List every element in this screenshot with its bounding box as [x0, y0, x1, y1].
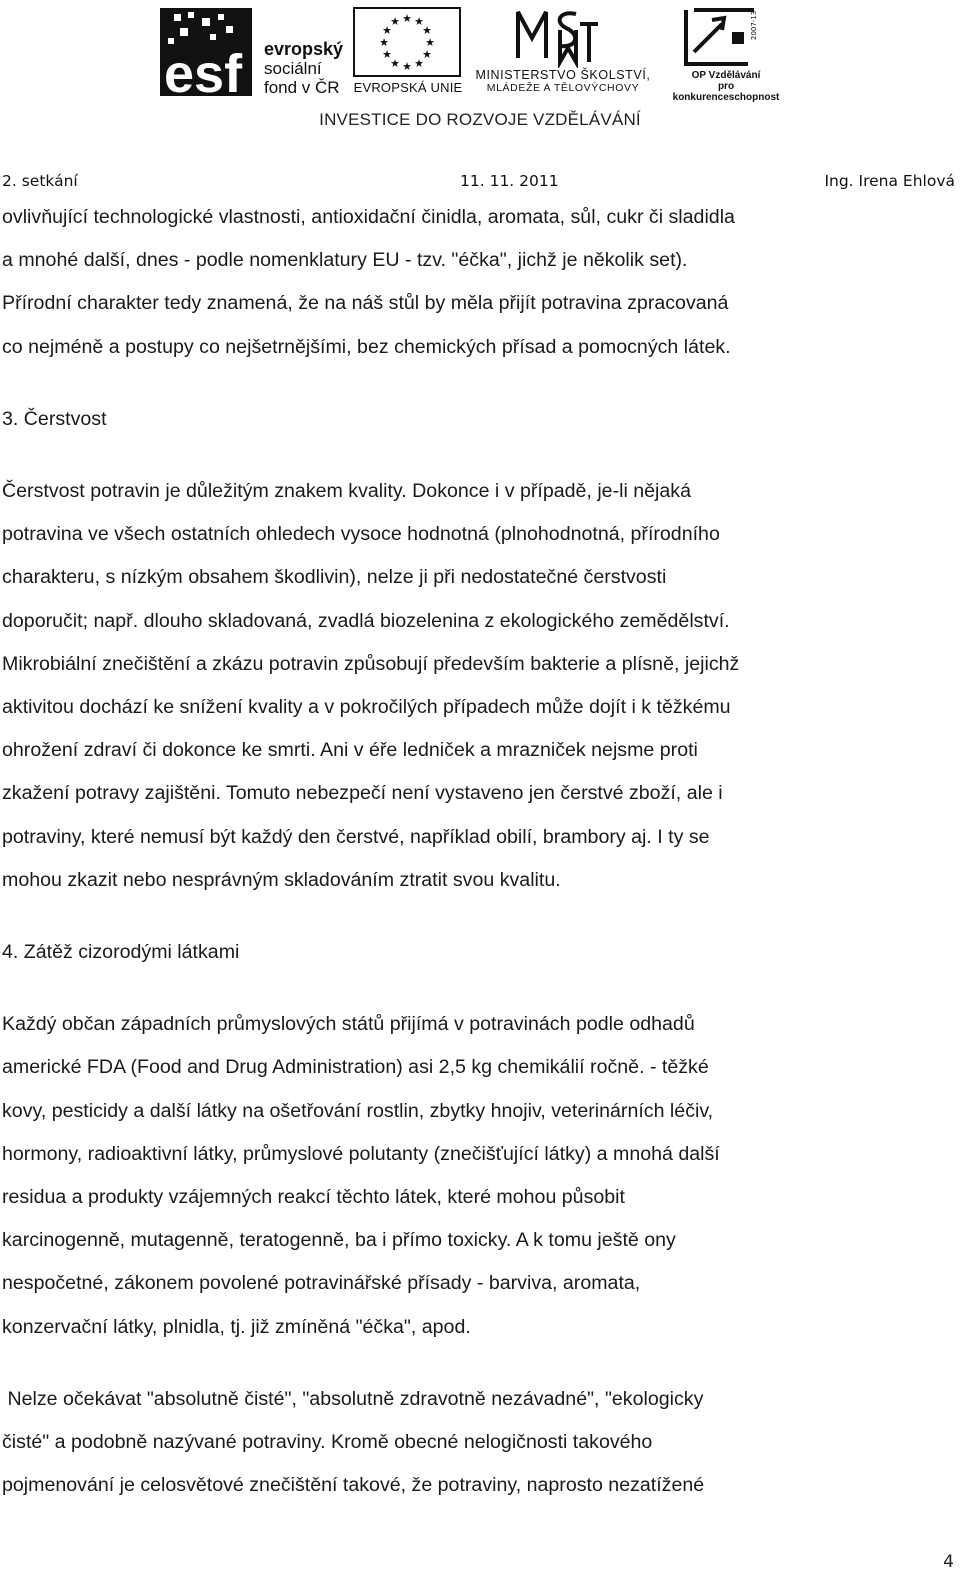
esf-logo — [160, 6, 375, 98]
svg-text:★: ★ — [402, 60, 412, 73]
opvk-line1: OP Vzdělávání — [691, 70, 761, 81]
esf-line3: fond v ČR — [264, 78, 340, 97]
esf-line1: evropský — [264, 39, 344, 59]
text-line: potraviny, které nemusí být každý den čerstvé, například obilí, brambory aj. I ty se — [2, 825, 710, 848]
investice-slogan: INVESTICE DO ROZVOJE VZDĚLÁVÁNÍ — [319, 110, 641, 129]
text-line: nespočetné, zákonem povolené potravinářské přísady - barviva, aromata, — [2, 1272, 641, 1295]
opvk-years: 2007-13 — [750, 10, 758, 40]
eu-flag-graphic — [352, 6, 464, 78]
eu-caption: EVROPSKÁ UNIE — [353, 80, 463, 95]
text-line: Nelze očekávat "absolutně čisté", "absolutně zdravotně nezávadné", "ekologicky — [2, 1387, 704, 1410]
msmt-graphic — [468, 4, 658, 68]
text-line: pojmenování je celosvětové znečištění takové, že potraviny, naprosto nezatížené — [2, 1474, 705, 1497]
msmt-line1: MINISTERSTVO ŠKOLSTVÍ, — [475, 68, 651, 82]
text-line: ohrožení zdraví či dokonce ke smrti. Ani v éře ledniček a mrazniček nejsme proti — [2, 739, 698, 762]
text-line: ovlivňující technologické vlastnosti, antioxidační činidla, aromata, sůl, cukr či sladidla — [2, 206, 735, 228]
text-line: residua a produkty vzájemných reakcí těchto látek, které mohou působit — [2, 1186, 625, 1209]
text-line: kovy, pesticidy a další látky na ošetřování rostlin, zbytky hnojiv, veterinárních léčiv, — [2, 1099, 714, 1122]
opvk-line2: pro konkurenceschopnost — [672, 81, 780, 103]
text-line: charakteru, s nízkým obsahem škodlivin), nelze ji při nedostatečné čerstvosti — [2, 566, 667, 589]
svg-text:★: ★ — [414, 15, 424, 28]
text-line: Čerstvost potravin je důležitým znakem kvality. Dokonce i v případě, je-li nějaká — [2, 480, 691, 503]
text-line: Mikrobiální znečištění a zkázu potravin způsobují především bakterie a plísně, jejichž — [2, 652, 740, 675]
msmt-line2: MLÁDEŽE A TĚLOVÝCHOVY — [486, 82, 640, 94]
section-heading: 3. Čerstvost — [2, 407, 107, 430]
msmt-logo — [468, 4, 658, 100]
text-line: hormony, radioaktivní látky, průmyslové polutanty (znečišťující látky) a mnohá další — [2, 1142, 720, 1165]
text-line: karcinogenně, mutagenně, teratogenně, ba i přímo toxicky. A k tomu ještě ony — [2, 1229, 676, 1252]
text-line: Přírodní charakter tedy znamená, že na náš stůl by měla přijít potravina zpracovaná — [2, 292, 729, 315]
svg-text:★: ★ — [422, 24, 432, 37]
text-line: a mnohé další, dnes - podle nomenklatury EU - tzv. "éčka", jichž je několik set). — [2, 249, 688, 272]
opvk-logo — [664, 6, 788, 103]
text-line: konzervační látky, plnidla, tj. již zmíněná "éčka", apod. — [2, 1315, 471, 1338]
text-line: doporučit; např. dlouho skladovaná, zvadlá biozelenina z ekologického zemědělství. — [2, 609, 730, 632]
svg-text:★: ★ — [379, 36, 389, 49]
text-line: potravina ve všech ostatních ohledech vysoce hodnotná (plnohodnotná, přírodního — [2, 523, 720, 546]
opvk-graphic — [664, 6, 788, 70]
text-line: americké FDA (Food and Drug Administration) asi 2,5 kg chemikálií ročně. - těžké — [2, 1056, 709, 1079]
document-body — [2, 196, 954, 1507]
svg-text:★: ★ — [422, 48, 432, 61]
svg-text:★: ★ — [382, 24, 392, 37]
eu-logo — [352, 6, 464, 98]
svg-text:★: ★ — [425, 36, 435, 49]
page-number: 4 — [943, 1552, 954, 1572]
document-meta — [0, 172, 960, 198]
text-line: Každý občan západních průmyslových států přijímá v potravinách podle odhadů — [2, 1013, 695, 1036]
svg-text:★: ★ — [382, 48, 392, 61]
svg-text:★: ★ — [390, 15, 400, 28]
svg-text:esf: esf — [164, 44, 243, 98]
svg-text:★: ★ — [402, 12, 412, 25]
text-line: mohou zkazit nebo nesprávným skladováním ztratit svou kvalitu. — [2, 868, 561, 891]
logo-bar — [0, 0, 960, 168]
text-line: zkažení potravy zajištěni. Tomuto nebezpečí není vystaveno jen čerstvé zboží, ale i — [2, 782, 723, 805]
session-label: 2. setkání — [2, 172, 78, 190]
date-label: 11. 11. 2011 — [460, 172, 559, 190]
text-line: čisté" a podobně nazývané potraviny. Kromě obecné nelogičnosti takového — [2, 1431, 653, 1454]
section-heading: 4. Zátěž cizorodými látkami — [2, 941, 240, 964]
text-line: co nejméně a postupy co nejšetrnějšími, bez chemických přísad a pomocných látek. — [2, 335, 731, 358]
svg-text:★: ★ — [414, 57, 424, 70]
author-label: Ing. Irena Ehlová — [824, 172, 955, 190]
svg-text:★: ★ — [390, 57, 400, 70]
esf-line2: sociální — [264, 59, 322, 78]
text-line: aktivitou dochází ke snížení kvality a v pokročilých případech může dojít i k těžkému — [2, 696, 731, 719]
